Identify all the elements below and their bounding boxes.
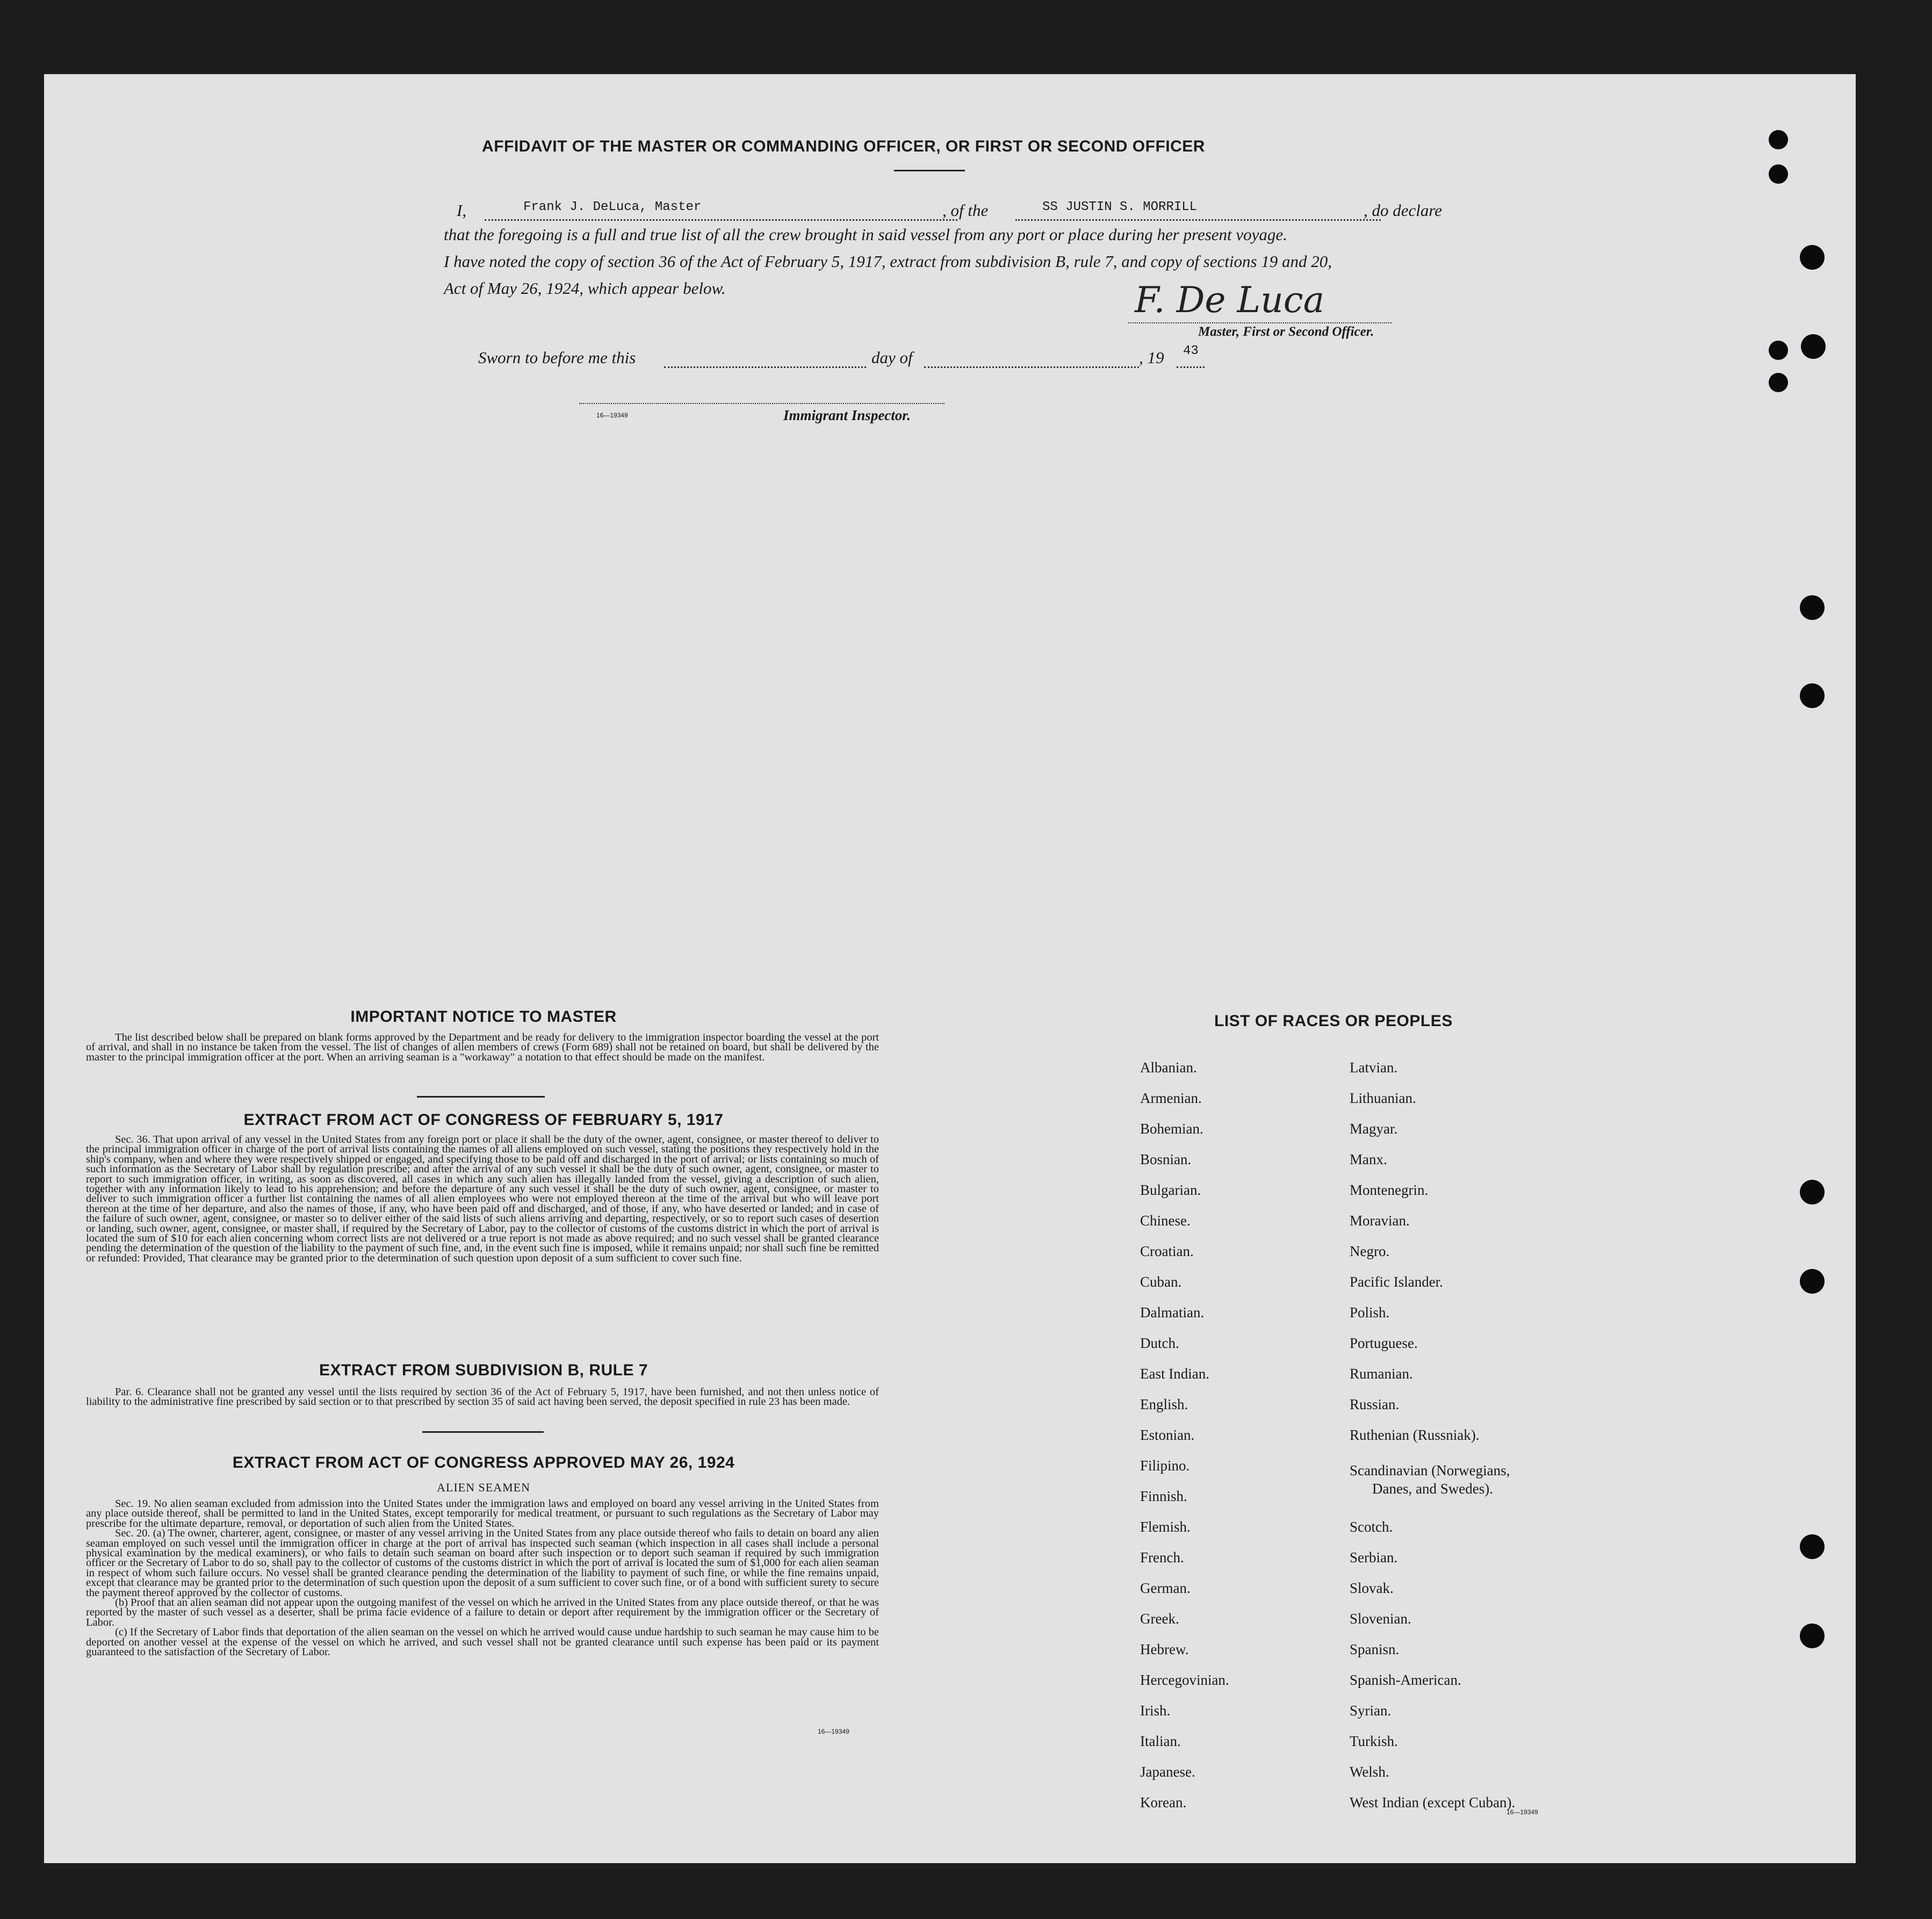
signature <box>1128 279 1397 328</box>
race-item: Welsh. <box>1350 1764 1389 1780</box>
vessel-name-value: SS JUSTIN S. MORRILL <box>1042 200 1198 214</box>
race-item: Scandinavian (Norwegians, <box>1350 1462 1510 1478</box>
binder-hole <box>1800 1624 1825 1648</box>
notice-title: IMPORTANT NOTICE TO MASTER <box>350 1008 617 1026</box>
race-item: Magyar. <box>1350 1121 1398 1137</box>
race-item: Croatian. <box>1140 1243 1194 1259</box>
race-item: Pacific Islander. <box>1350 1274 1443 1290</box>
race-item: Scotch. <box>1350 1519 1393 1535</box>
race-item: Syrian. <box>1350 1702 1392 1719</box>
race-item: Hercegovinian. <box>1140 1672 1229 1688</box>
race-item: Estonian. <box>1140 1427 1195 1443</box>
race-item: Rumanian. <box>1350 1366 1413 1382</box>
race-item: English. <box>1140 1396 1188 1412</box>
rule7-divider <box>422 1431 544 1433</box>
race-item: Negro. <box>1350 1243 1390 1259</box>
race-item: Danes, and Swedes). <box>1372 1481 1493 1497</box>
race-item: German. <box>1140 1580 1191 1596</box>
race-item: Ruthenian (Russniak). <box>1350 1427 1480 1443</box>
race-item: Manx. <box>1350 1151 1387 1167</box>
race-item: Portuguese. <box>1350 1335 1418 1351</box>
race-item: West Indian (except Cuban). <box>1350 1794 1516 1810</box>
binder-hole <box>1800 245 1825 270</box>
notice-divider <box>417 1096 545 1098</box>
binder-hole <box>1800 1269 1825 1294</box>
binder-hole <box>1800 1180 1825 1204</box>
i-label: I, <box>457 201 467 220</box>
sworn-month-field <box>924 354 1139 368</box>
of-the-label: , of the <box>942 201 989 220</box>
extract-form-number: 16—19349 <box>818 1728 849 1735</box>
race-item: Cuban. <box>1140 1274 1182 1290</box>
sworn-year-value: 43 <box>1183 344 1199 358</box>
race-item: Lithuanian. <box>1350 1090 1416 1106</box>
race-item: Polish. <box>1350 1304 1390 1321</box>
binder-hole <box>1800 1534 1825 1559</box>
race-item: Japanese. <box>1140 1764 1195 1780</box>
race-item: Albanian. <box>1140 1059 1197 1076</box>
races-right-column <box>1350 1059 1607 1822</box>
races-title: LIST OF RACES OR PEOPLES <box>1214 1012 1453 1030</box>
sec-20c-text: (c) If the Secretary of Labor finds that deportation of the alien seaman on the vessel on which he arrived would cause undue hardship to such seaman he may cause him to be deported on another vessel at the expense of the vessel on which he arrived, and such vessel shall not be granted clearance until such expense has been paid or its payment guaranteed to the satisfaction of the Secretary of Labor. <box>86 1626 879 1658</box>
affidavit-line-2: that the foregoing is a full and true list of all the crew brought in said vessel from any port or place during her present voyage. <box>444 225 1287 244</box>
sworn-label: Sworn to before me this <box>478 348 636 367</box>
races-left-column <box>1140 1059 1333 1822</box>
race-item: Slovak. <box>1350 1580 1394 1596</box>
race-item: French. <box>1140 1549 1184 1566</box>
race-item: Turkish. <box>1350 1733 1398 1749</box>
race-item: East Indian. <box>1140 1366 1209 1382</box>
race-item: Bulgarian. <box>1140 1182 1201 1198</box>
binder-hole <box>1801 334 1826 359</box>
race-item: Greek. <box>1140 1611 1179 1627</box>
alien-seamen-subtitle: ALIEN SEAMEN <box>437 1481 530 1494</box>
race-item: Spanish-American. <box>1350 1672 1461 1688</box>
extract-1917-text: Sec. 36. That upon arrival of any vessel in the United States from any foreign port or place it shall be the duty of the owner, agent, consignee, or master thereof to deliver to the principal immigration officer in charge of the port of arrival lists containing the names of all aliens employed on such vessel, stating the positions they respectively hold in the ship's company, when and where they were respectively shipped or engaged, and specifying those to be paid off and discharged in the port of arrival; or lists containing so much of such information as the Secretary of Labor shall by regulation prescribe; and after the arrival of any such vessel it shall be the duty of such owner, agent, consignee, or master to report to such immigration officer, in writing, as soon as discovered, all cases in which any such alien has illegally landed from the vessel, giving a description of such alien, together with any information likely to lead to his apprehension; and before the departure of any such vessel it shall be the duty of such owner, agent, consignee, or master to deliver to such immigration officer a further list containing the names of all alien employees who were not employed thereon at the time of the arrival but who will leave port thereon at the time of her departure, and also the names of those, if any, who have been paid off and discharged, and of those, if any, who have deserted or landed; and in case of the failure of such owner, agent, consignee, or master so to deliver either of the said lists of such aliens arriving and departing, respectively, or so to report such cases of desertion or landing, such owner, agent, consignee, or master shall, if required by the Secretary of Labor, pay to the collector of customs of the customs district in which the port of arrival is located the sum of $10 for each alien concerning whom correct lists are not delivered or a true report is not made as above required; and no such vessel shall be granted clearance pending the determination of the question of the liability to the payment of such fine, and, in the event such fine is imposed, while it remains unpaid; nor shall such fine be remitted or refunded: Provided, That clearance may be granted prior to the determination of such question upon deposit of a sum sufficient to cover such fine. <box>86 1134 879 1264</box>
extract-1917-title: EXTRACT FROM ACT OF CONGRESS OF FEBRUARY 5, 1917 <box>243 1111 724 1129</box>
race-item: Finnish. <box>1140 1488 1187 1504</box>
race-item: Serbian. <box>1350 1549 1398 1566</box>
race-item: Russian. <box>1350 1396 1400 1412</box>
race-item: Spanisn. <box>1350 1641 1400 1657</box>
race-item: Moravian. <box>1350 1213 1410 1229</box>
sworn-day-field <box>664 354 866 368</box>
affidavit-line-1 <box>457 201 1574 223</box>
sec-20a-text: Sec. 20. (a) The owner, charterer, agent, consignee, or master of any vessel arriving in the United States from any place outside thereof who fails to detain on board any alien seaman employed on such vessel until the immigration officer in charge at the port of arrival has inspected such seaman (which inspection in all cases shall include a personal physical examination by the medical examiners), or who fails to detain such seaman on board after such inspection or to deport such seaman if required by such immigration officer or the Secretary of Labor to do so, shall pay to the collector of customs of the customs district in which the port of arrival is located the sum of $1,000 for each alien seaman in respect of whom such failure occurs. No vessel shall be granted clearance pending the determination of the liability to payment of such fine, or while the fine remains unpaid, except that clearance may be granted prior to the determination of such question upon the deposit of a sum sufficient to cover such fine, or of a bond with sufficient surety to secure the payment thereof approved by the collector of customs. <box>86 1527 879 1599</box>
year-prefix: , 19 <box>1139 348 1164 367</box>
race-item: Hebrew. <box>1140 1641 1189 1657</box>
race-item: Latvian. <box>1350 1059 1398 1076</box>
binder-hole <box>1800 595 1825 620</box>
affidavit-title: AFFIDAVIT OF THE MASTER OR COMMANDING OFFICER, OR FIRST OR SECOND OFFICER <box>482 138 1205 155</box>
race-item: Filipino. <box>1140 1458 1190 1474</box>
affidavit-form-number: 16—19349 <box>596 412 628 419</box>
day-of-label: day of <box>871 348 913 367</box>
race-item: Flemish. <box>1140 1519 1191 1535</box>
extract-1924-title: EXTRACT FROM ACT OF CONGRESS APPROVED MAY 26, 1924 <box>232 1454 735 1471</box>
do-declare-label: , do declare <box>1364 201 1443 220</box>
notice-text: The list described below shall be prepared on blank forms approved by the Department and be ready for delivery to the immigration inspector boarding the vessel at the port of arrival, and shall in no instance be taken from the vessel. The list of changes of alien members of crews (Form 689) shall not be retained on board, but shall be delivered by the master to the principal immigration officer at the port. When an arriving seaman is a "workaway" a notation to that effect should be made on the manifest. <box>86 1031 879 1063</box>
race-item: Korean. <box>1140 1794 1187 1810</box>
binder-hole <box>1769 373 1788 392</box>
title-divider <box>894 170 965 171</box>
inspector-signature-line <box>579 403 945 404</box>
race-item: Irish. <box>1140 1702 1171 1719</box>
race-item: Montenegrin. <box>1350 1182 1429 1198</box>
sec-19-text: Sec. 19. No alien seaman excluded from admission into the United States under the immigration laws and employed on board any vessel arriving in the United States from any place outside thereof, shall be permitted to land in the United States, except temporarily for medical treatment, or pursuant to such regulations as the Secretary of Labor may prescribe for the ultimate departure, removal, or deportation of such alien from the United States. <box>86 1498 879 1530</box>
race-item: Chinese. <box>1140 1213 1191 1229</box>
binder-hole <box>1769 164 1788 184</box>
race-item: Bosnian. <box>1140 1151 1192 1167</box>
race-item: Italian. <box>1140 1733 1181 1749</box>
extract-rule7-title: EXTRACT FROM SUBDIVISION B, RULE 7 <box>319 1361 648 1379</box>
affidavit-line-4: Act of May 26, 1924, which appear below. <box>444 279 726 298</box>
master-name-value: Frank J. DeLuca, Master <box>523 200 702 214</box>
extract-1924-body <box>86 1499 879 1657</box>
signature-text: F. De Luca <box>1135 279 1325 321</box>
sworn-line <box>478 344 1230 370</box>
race-item: Dalmatian. <box>1140 1304 1205 1321</box>
inspector-caption: Immigrant Inspector. <box>783 407 911 423</box>
sec-20b-text: (b) Proof that an alien seaman did not appear upon the outgoing manifest of the vessel on which he arrived in the United States from any place outside thereof, or that he was reported by the master of such vessel as a deserter, shall be prima facie evidence of a failure to detain or deport after requirement by the immigration officer or the Secretary of Labor. <box>86 1597 879 1628</box>
race-item: Slovenian. <box>1350 1611 1411 1627</box>
binder-hole <box>1800 683 1825 708</box>
affidavit-line-3: I have noted the copy of section 36 of the Act of February 5, 1917, extract from subdivision B, rule 7, and copy of sections 19 and 20, <box>444 252 1332 271</box>
race-item: Bohemian. <box>1140 1121 1203 1137</box>
race-item: Dutch. <box>1140 1335 1179 1351</box>
binder-hole <box>1769 130 1788 149</box>
binder-hole <box>1769 341 1788 360</box>
races-form-number: 16—19349 <box>1506 1808 1538 1816</box>
extract-rule7-text: Par. 6. Clearance shall not be granted any vessel until the lists required by section 36 of the Act of February 5, 1917, have been furnished, and not then unless notice of liability to the administrative fine prescribed by said section or to that prescribed by section 35 of said act having been served, the deposit specified in rule 23 has been made. <box>86 1386 879 1408</box>
race-item: Armenian. <box>1140 1090 1202 1106</box>
signature-caption: Master, First or Second Officer. <box>1198 324 1374 339</box>
